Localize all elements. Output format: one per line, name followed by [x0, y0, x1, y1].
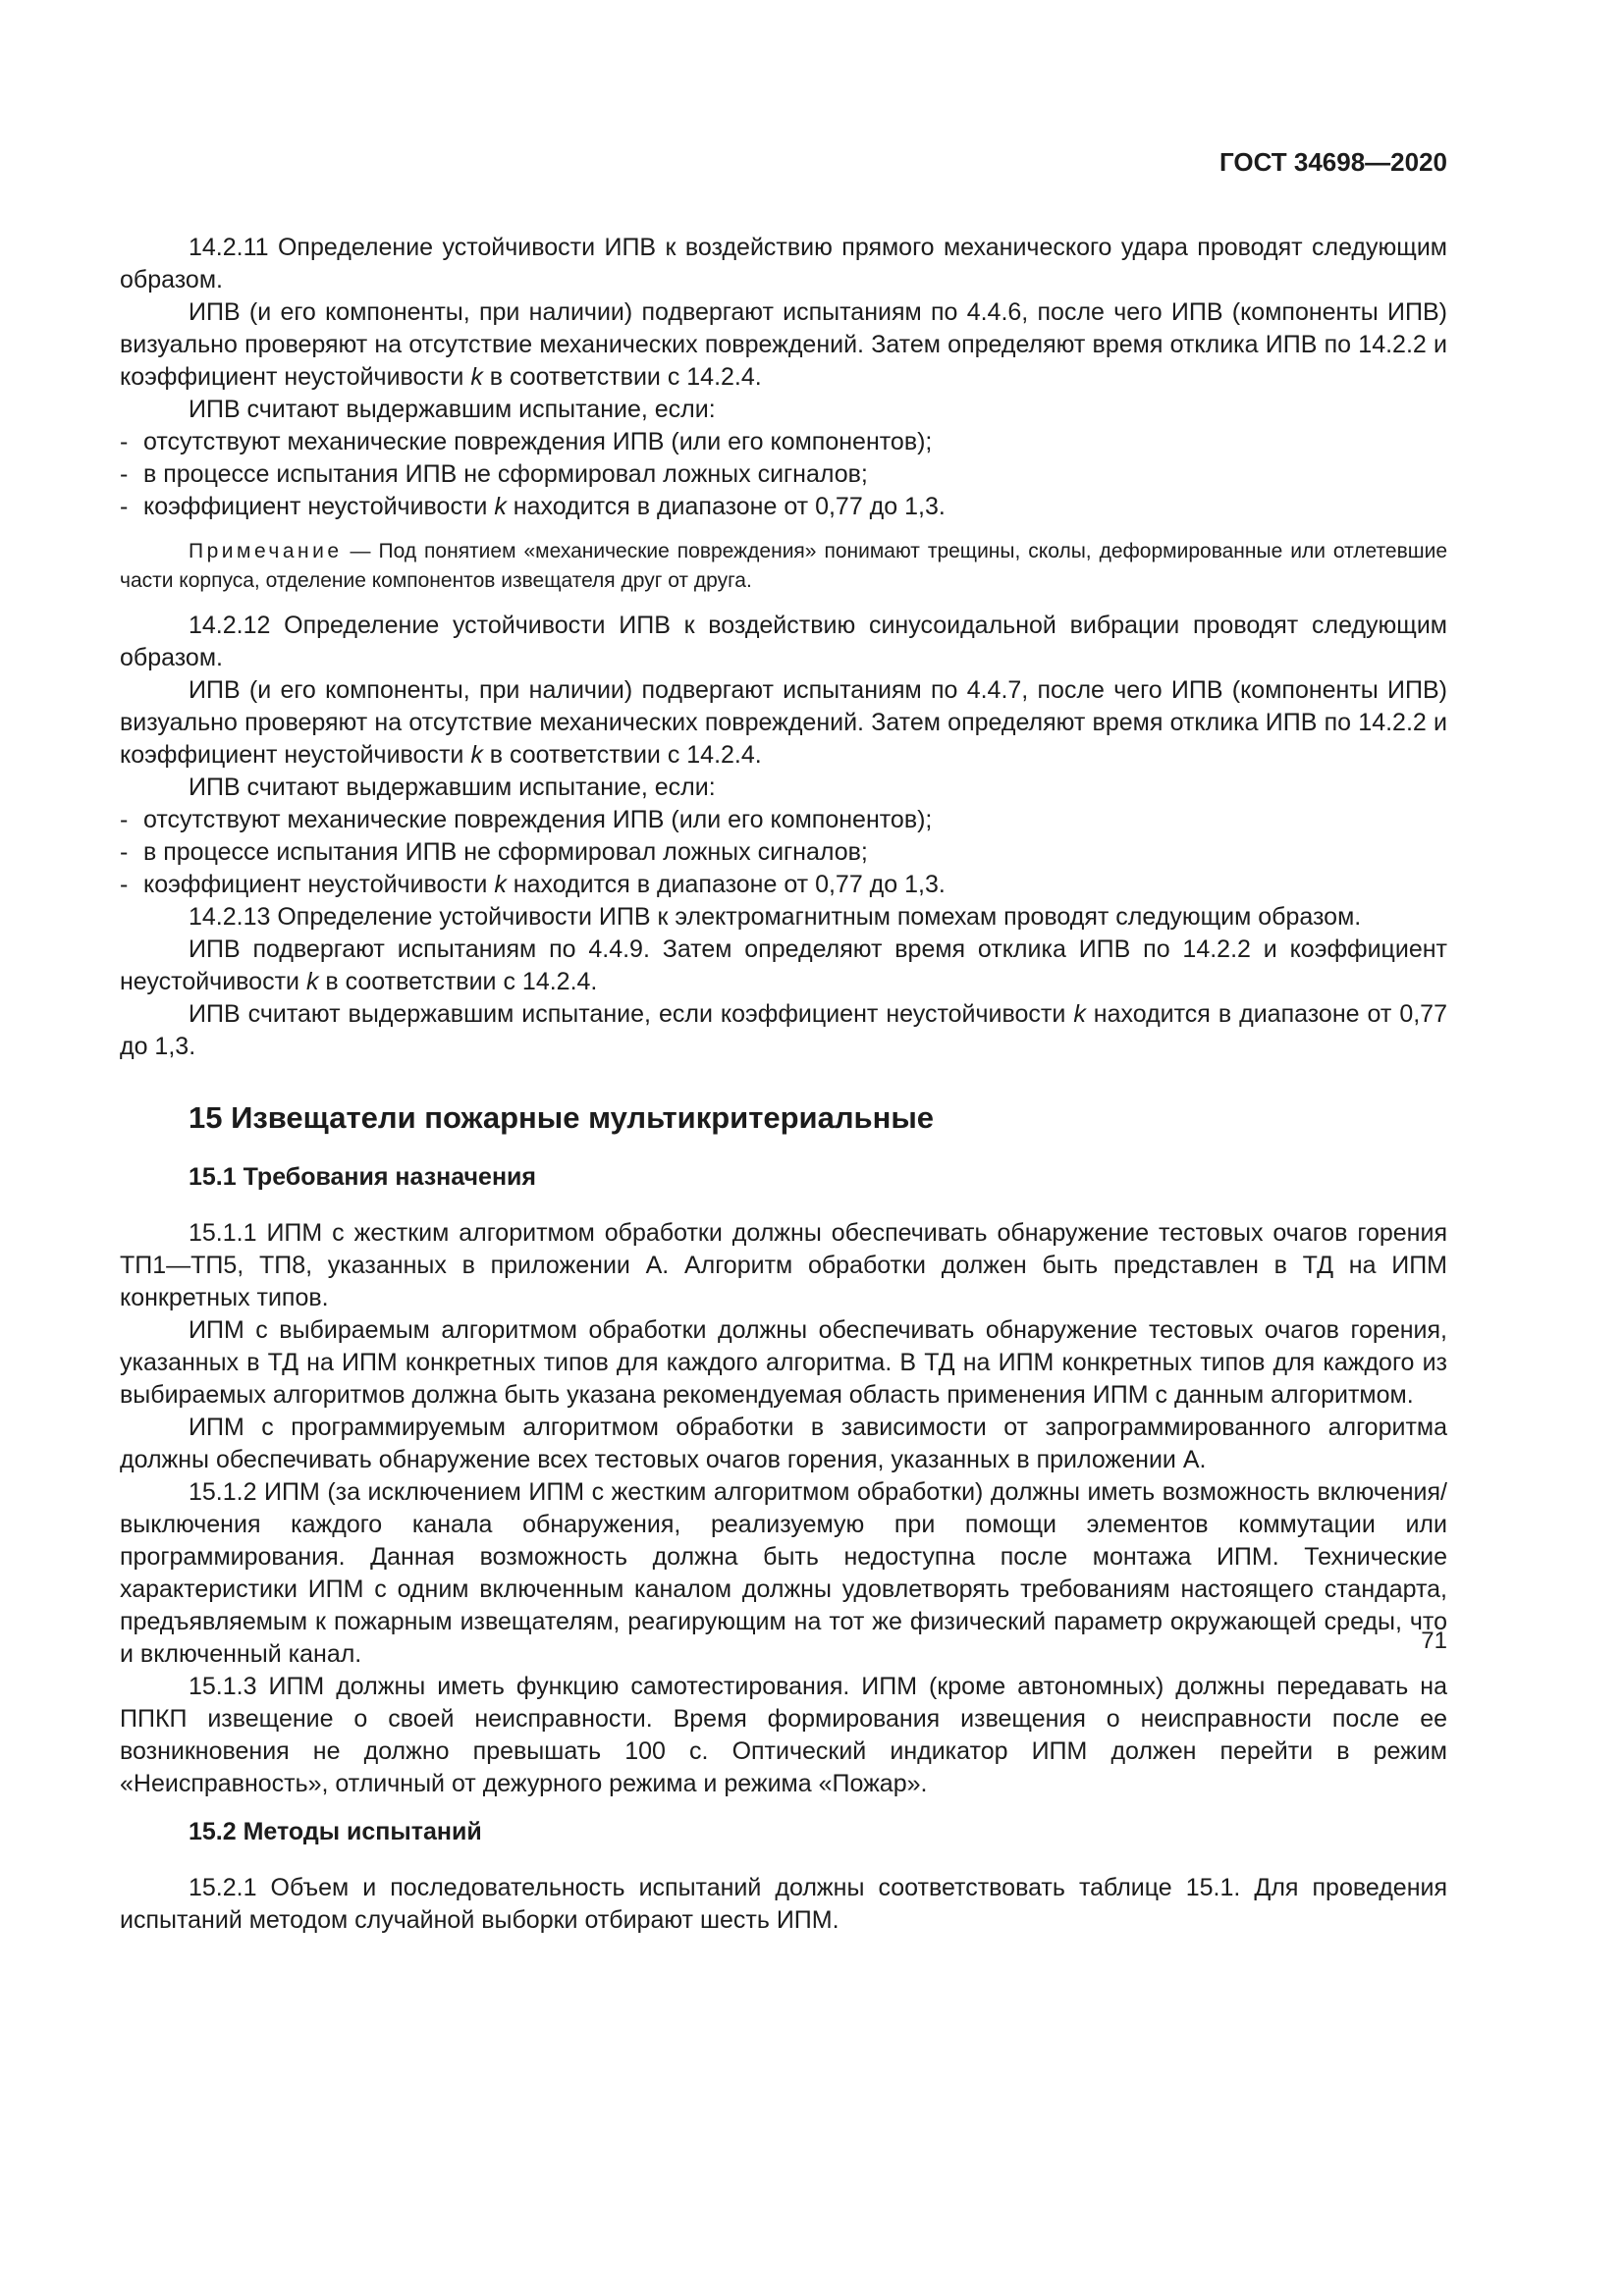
- italic-k: k: [305, 968, 319, 995]
- list-item-text: находится в диапазоне от 0,77 до 1,3.: [506, 871, 946, 898]
- paragraph-15-1-3: 15.1.3 ИПМ должны иметь функцию самотестирования. ИПМ (кроме автономных) должны передавать на ППКП извещение о своей неисправности. Время формирования извещения о неисправности после ее возникновения не должно превышать 100 с. Оптический индикатор ИПМ должен перейти в режим «Неисправность», отличный от дежурного режима и режима «Пожар».: [120, 1673, 1447, 1797]
- list-item-text: в процессе испытания ИПВ не сформировал ложных сигналов;: [143, 460, 868, 488]
- list-item: [120, 458, 1447, 491]
- dash-marker: -: [120, 871, 129, 898]
- dash-marker: -: [120, 838, 129, 866]
- note-label: Примечание: [189, 540, 343, 562]
- paragraph-14-2-11-intro: 14.2.11 Определение устойчивости ИПВ к воздействию прямого механического удара проводят следующим образом.: [120, 234, 1447, 294]
- list-item-text: находится в диапазоне от 0,77 до 1,3.: [506, 493, 946, 520]
- list-item-text: отсутствуют механические повреждения ИПВ (или его компонентов);: [143, 806, 933, 833]
- dash-marker: -: [120, 493, 129, 520]
- italic-k: k: [470, 741, 483, 769]
- paragraph-14-2-12-criteria: ИПВ считают выдержавшим испытание, если:: [189, 774, 716, 801]
- list-item: [120, 869, 1447, 901]
- list-item-text: коэффициент неустойчивости: [143, 871, 495, 898]
- list-item-text: в процессе испытания ИПВ не сформировал ложных сигналов;: [143, 838, 868, 866]
- text-run: в соответствии с 14.2.4.: [482, 363, 762, 391]
- page-number: 71: [1421, 1628, 1447, 1654]
- paragraph-15-1-2: 15.1.2 ИПМ (за исключением ИПМ с жестким алгоритмом обработки) должны иметь возможность включения/выключения каждого канала обнаружения, реализуемую при помощи элементов коммутации или программирования. Данная возможность должна быть недоступна после монтажа ИПМ. Технические характеристики ИПМ с одним включенным каналом должны удовлетворять требованиям настоящего стандарта, предъявляемым к пожарным извещателям, реагирующим на тот же физический параметр окружающей среды, что и включенный канал.: [120, 1478, 1447, 1668]
- list-item: [120, 426, 1447, 458]
- paragraph-14-2-13-method: [120, 934, 1447, 998]
- note-text: — Под понятием «механические повреждения» понимают трещины, сколы, деформированные или отлетевшие части корпуса, отделение компонентов извещателя друг от друга.: [120, 540, 1447, 592]
- text-run: ИПВ (и его компоненты, при наличии) подвергают испытаниям по 4.4.6, после чего ИПВ (компоненты ИПВ) визуально проверяют на отсутствие механических повреждений. Затем определяют время отклика ИПВ по 14.2.2 и коэффициент неустойчивости: [120, 298, 1447, 391]
- list-item: [120, 836, 1447, 869]
- paragraph-14-2-11-criteria: ИПВ считают выдержавшим испытание, если:: [189, 396, 716, 423]
- paragraph-15-1-1: 15.1.1 ИПМ с жестким алгоритмом обработки должны обеспечивать обнаружение тестовых очагов горения ТП1—ТП5, ТП8, указанных в приложении А. Алгоритм обработки должен быть представлен в ТД на ИПМ конкретных типов.: [120, 1219, 1447, 1311]
- paragraph-14-2-13-intro: 14.2.13 Определение устойчивости ИПВ к электромагнитным помехам проводят следующим образом.: [189, 903, 1362, 931]
- text-run: ИПВ подвергают испытаниям по 4.4.9. Затем определяют время отклика ИПВ по 14.2.2 и коэффициент неустойчивости: [120, 935, 1447, 995]
- paragraph-14-2-13-criteria: [120, 998, 1447, 1063]
- paragraph-14-2-12-method: [120, 674, 1447, 772]
- paragraph-15-2-1: 15.2.1 Объем и последовательность испытаний должны соответствовать таблице 15.1. Для проведения испытаний методом случайной выборки отбирают шесть ИПМ.: [120, 1874, 1447, 1934]
- paragraph-15-1-1-selectable: ИПМ с выбираемым алгоритмом обработки должны обеспечивать обнаружение тестовых очагов горения, указанных в ТД на ИПМ конкретных типов для каждого алгоритма. В ТД на ИПМ конкретных типов для каждого из выбираемых алгоритмов должна быть указана рекомендуемая область применения ИПМ с данным алгоритмом.: [120, 1316, 1447, 1409]
- italic-k: k: [1073, 1000, 1086, 1028]
- list-item: [120, 491, 1447, 523]
- paragraph-14-2-11-method: [120, 296, 1447, 394]
- dash-marker: -: [120, 806, 129, 833]
- list-item-text: отсутствуют механические повреждения ИПВ (или его компонентов);: [143, 428, 933, 455]
- text-run: ИПВ считают выдержавшим испытание, если коэффициент неустойчивости: [189, 1000, 1074, 1028]
- dash-marker: -: [120, 460, 129, 488]
- text-run: находится в диапазоне от 0,77 до 1,3.: [120, 1000, 1447, 1060]
- paragraph-15-1-1-programmable: ИПМ с программируемым алгоритмом обработки в зависимости от запрограммированного алгоритма должны обеспечивать обнаружение всех тестовых очагов горения, указанных в приложении А.: [120, 1414, 1447, 1473]
- text-run: ИПВ (и его компоненты, при наличии) подвергают испытаниям по 4.4.7, после чего ИПВ (компоненты ИПВ) визуально проверяют на отсутствие механических повреждений. Затем определяют время отклика ИПВ по 14.2.2 и коэффициент неустойчивости: [120, 676, 1447, 769]
- section-heading-15: 15 Извещатели пожарные мультикритериальные: [189, 1100, 935, 1135]
- italic-k: k: [494, 493, 507, 520]
- list-item-text: коэффициент неустойчивости: [143, 493, 495, 520]
- note: [120, 537, 1447, 596]
- paragraph-14-2-12-intro: 14.2.12 Определение устойчивости ИПВ к воздействию синусоидальной вибрации проводят следующим образом.: [120, 612, 1447, 671]
- italic-k: k: [470, 363, 483, 391]
- text-run: в соответствии с 14.2.4.: [318, 968, 598, 995]
- italic-k: k: [494, 871, 507, 898]
- subsection-heading-15-2: 15.2 Методы испытаний: [189, 1818, 482, 1845]
- list-item: [120, 804, 1447, 836]
- document-header: ГОСТ 34698—2020: [1219, 147, 1447, 177]
- dash-marker: -: [120, 428, 129, 455]
- subsection-heading-15-1: 15.1 Требования назначения: [189, 1163, 537, 1191]
- text-run: в соответствии с 14.2.4.: [482, 741, 762, 769]
